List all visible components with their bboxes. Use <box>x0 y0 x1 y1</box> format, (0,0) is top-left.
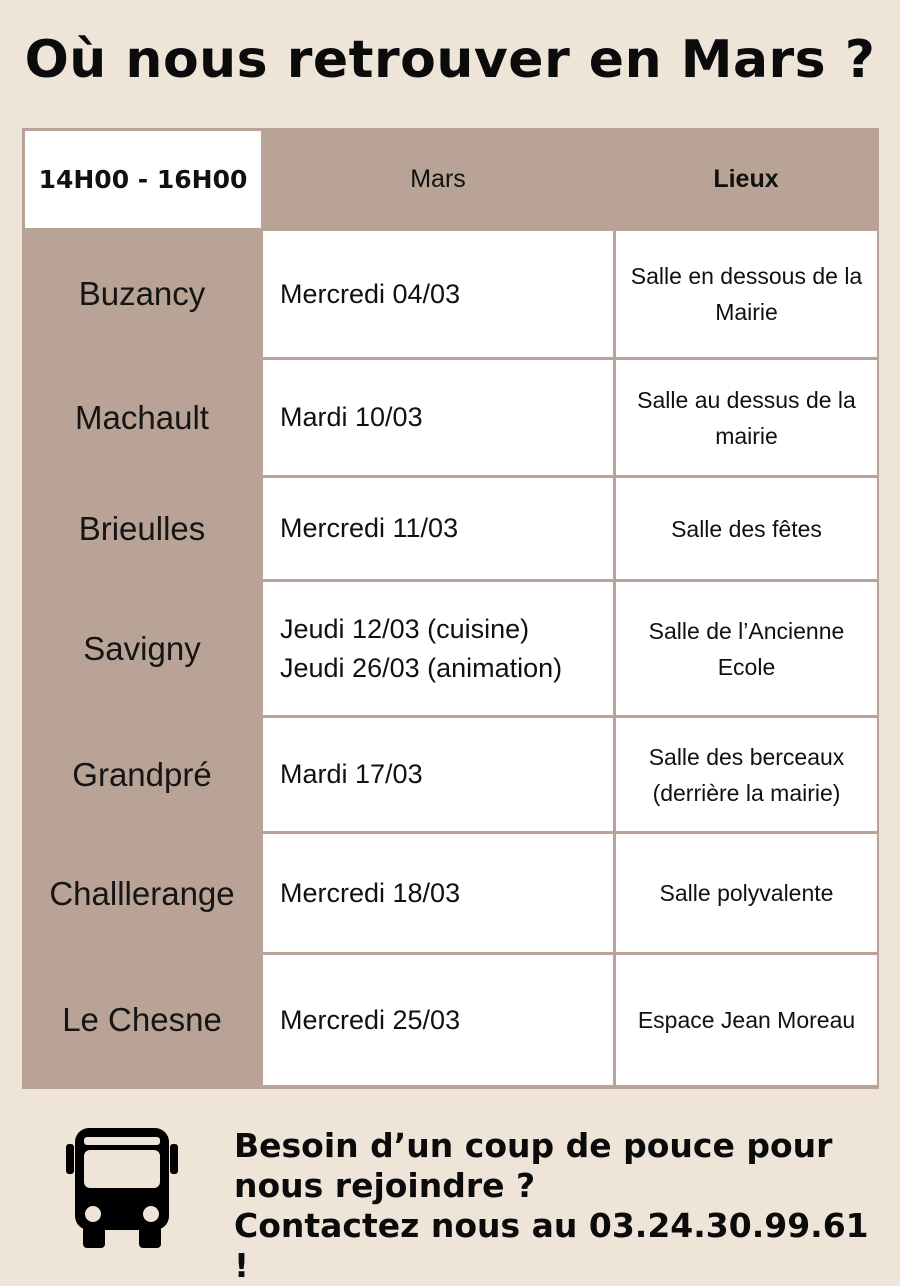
place-text: Salle polyvalente <box>659 880 834 906</box>
town-name: Savigny <box>83 630 201 667</box>
place-text: Salle au dessus de la mairie <box>637 386 856 449</box>
town-name: Grandpré <box>72 756 212 793</box>
date-cell <box>263 834 613 952</box>
town-name: Le Chesne <box>62 1001 222 1038</box>
place-cell <box>616 231 877 357</box>
contact-phone-line: Contactez nous au 03.24.30.99.61 ! <box>234 1206 869 1285</box>
date-text: Mardi 10/03 <box>280 402 423 432</box>
place-text: Salle de l’Ancienne Ecole <box>648 617 845 680</box>
page-title: Où nous retrouver en Mars ? <box>24 30 876 90</box>
date-text: Mardi 17/03 <box>280 759 423 789</box>
contact-line: Besoin d’un coup de pouce pour <box>234 1126 833 1165</box>
town-name: Machault <box>75 399 209 436</box>
place-text: Salle des berceaux (derrière la mairie) <box>648 743 845 806</box>
contact-line: nous rejoindre ? <box>234 1166 536 1205</box>
place-text: Salle en dessous de la Mairie <box>630 263 863 325</box>
place-cell <box>616 478 877 579</box>
place-cell <box>616 955 877 1085</box>
town-name: Brieulles <box>78 510 206 547</box>
place-cell <box>616 360 877 475</box>
date-cell <box>263 955 613 1085</box>
date-cell <box>263 718 613 831</box>
date-cell <box>263 478 613 579</box>
date-text: Mercredi 18/03 <box>280 877 461 908</box>
header-time-slot: 14H00 - 16H00 <box>25 131 261 228</box>
date-text: Jeudi 26/03 (animation) <box>280 652 563 683</box>
date-text: Mercredi 04/03 <box>280 278 461 309</box>
town-name: Challlerange <box>49 874 235 912</box>
date-text: Jeudi 12/03 (cuisine) <box>280 613 530 644</box>
date-text: Mercredi 11/03 <box>280 513 459 543</box>
place-text: Espace Jean Moreau <box>637 1007 856 1033</box>
schedule-table <box>22 128 879 1089</box>
date-cell <box>263 360 613 475</box>
place-cell <box>616 582 877 715</box>
date-cell <box>263 231 613 357</box>
header-places: Lieux <box>713 165 779 193</box>
place-cell <box>616 718 877 831</box>
place-cell <box>616 834 877 952</box>
town-name: Buzancy <box>78 275 206 312</box>
date-text: Mercredi 25/03 <box>280 1004 461 1035</box>
date-cell <box>263 582 613 715</box>
contact-message <box>234 1126 884 1286</box>
header-month: Mars <box>410 165 466 193</box>
place-text: Salle des fêtes <box>671 515 822 542</box>
bus-icon <box>66 1126 178 1250</box>
